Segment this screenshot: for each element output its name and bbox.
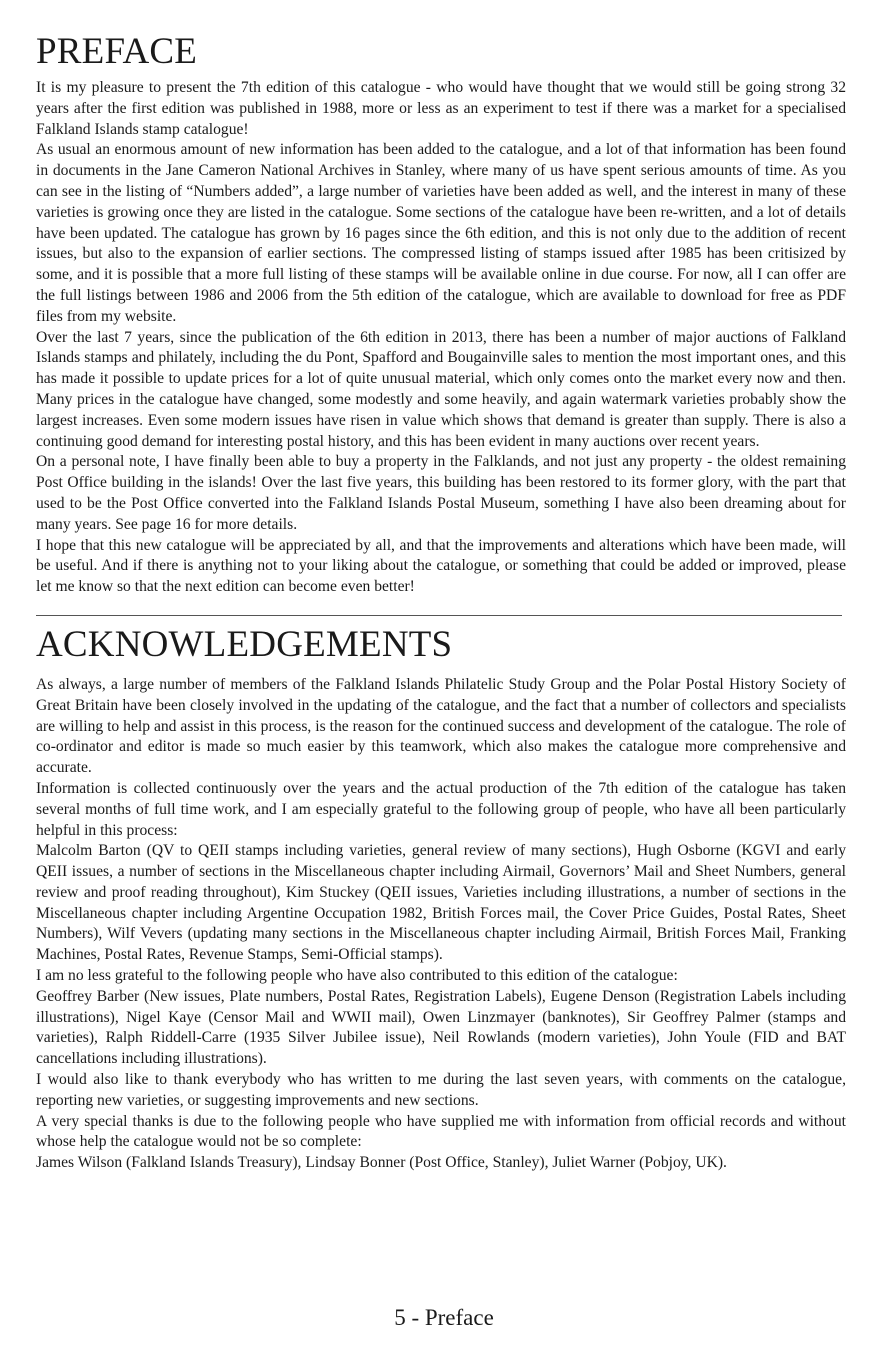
acknowledgements-paragraph: I would also like to thank everybody who has written to me during the last seven years, with comments on the catalogue, reporting new varieties, or suggesting improvements and new sections.: [36, 1071, 846, 1109]
acknowledgements-paragraph: Geoffrey Barber (New issues, Plate numbers, Postal Rates, Registration Labels), Eugene Denson (Registration Labels including illustrations), Nigel Kaye (Censor Mail and WWII mail), Owen Linzmayer (banknotes), Sir Geoffrey Palmer (stamps and varieties), Ralph Riddell-Carre (1935 Silver Jubilee issue), Neil Rowlands (modern varieties), John Youle (FID and BAT cancellations including illustrations).: [36, 987, 846, 1068]
preface-paragraph: As usual an enormous amount of new information has been added to the catalogue, and a lot of that information has been found in documents in the Jane Cameron National Archives in Stanley, where many of us have spent serious amounts of time. As you can see in the listing of “Numbers added”, a large number of varieties have been added as well, and the interest in many of these varieties is growing once they are listed in the catalogue. Some sections of the catalogue have been re-written, and a lot of details have been updated. The catalogue has grown by 16 pages since the 6th edition, and this is not only due to the addition of recent issues, but also to the expansion of earlier sections. The compressed listing of stamps issued after 1985 has been critisized by some, and it is possible that a more full listing of these stamps will be available online in due course. For now, all I can offer are the full listings between 1986 and 2006 from the 5th edition of the catalogue, which are available to download for free as PDF files from my website.: [36, 141, 846, 325]
acknowledgements-heading: ACKNOWLEDGEMENTS: [36, 623, 453, 665]
acknowledgements-paragraph: A very special thanks is due to the following people who have supplied me with information from official records and without whose help the catalogue would not be so complete:: [36, 1112, 846, 1151]
document-page: [36, 30, 846, 1174]
acknowledgements-paragraph: Malcolm Barton (QV to QEII stamps including varieties, general review of many sections), Hugh Osborne (KGVI and early QEII issues, a number of sections in the Miscellaneous chapter including Airmail, Governors’ Mail and Sheet Numbers, general review and proof reading throughout), Kim Stuckey (QEII issues, Varieties including illustrations, a number of sections in the Miscellaneous chapter including Argentine Occupation 1982, British Forces mail, the Cover Price Guides, Postal Rates, Sheet Numbers), Wilf Vevers (updating many sections in the Miscellaneous chapter including Airmail, British Forces Mail, Franking Machines, Postal Rates, Revenue Stamps, Semi-Official stamps).: [36, 842, 846, 964]
preface-paragraph: Over the last 7 years, since the publication of the 6th edition in 2013, there has been a number of major auctions of Falkland Islands stamps and philately, including the du Pont, Spafford and Bougainville sales to mention the most important ones, and this has made it possible to update prices for a lot of quite unusual material, which only comes onto the market every now and then. Many prices in the catalogue have changed, some modestly and some heavily, and again watermark varieties probably show the largest increases. Even some modern issues have risen in value which shows that demand is greater than supply. There is also a continuing good demand for interesting postal history, and this has been evident in many auctions over recent years.: [36, 328, 846, 450]
preface-body: [36, 78, 846, 598]
section-divider: [36, 615, 842, 616]
acknowledgements-paragraph: I am no less grateful to the following people who have also contributed to this edition of the catalogue:: [36, 967, 678, 985]
acknowledgements-paragraph: As always, a large number of members of the Falkland Islands Philatelic Study Group and the Polar Postal History Society of Great Britain have been closely involved in the updating of the catalogue, and the fact that a number of collectors and specialists are willing to help and assist in this process, is the reason for the continued success and development of the catalogue. The role of co-ordinator and editor is made so much easier by this teamwork, which also makes the catalogue more comprehensive and accurate.: [36, 675, 846, 777]
acknowledgements-paragraph: Information is collected continuously over the years and the actual production of the 7th edition of the catalogue has taken several months of full time work, and I am especially grateful to the following group of people, who have all been particularly helpful in this process:: [36, 779, 846, 839]
preface-paragraph: It is my pleasure to present the 7th edition of this catalogue - who would have thought that we would still be going strong 32 years after the first edition was published in 1988, more or less as an experiment to test if there was a market for a specialised Falkland Islands stamp catalogue!: [36, 79, 846, 138]
acknowledgements-paragraph: James Wilson (Falkland Islands Treasury), Lindsay Bonner (Post Office, Stanley), Juliet Warner (Pobjoy, UK).: [36, 1154, 727, 1172]
preface-heading: PREFACE: [36, 31, 198, 72]
acknowledgements-body: [36, 675, 846, 1174]
page-footer: 5 - Preface: [394, 1305, 494, 1330]
preface-paragraph: On a personal note, I have finally been able to buy a property in the Falklands, and not just any property - the oldest remaining Post Office building in the islands! Over the last five years, this building has been restored to its former glory, with the part that used to be the Post Office converted into the Falkland Islands Postal Museum, something I have also been dreaming about for many years. See page 16 for more details.: [36, 453, 846, 533]
preface-paragraph: I hope that this new catalogue will be appreciated by all, and that the improvements and alterations which have been made, will be useful. And if there is anything not to your liking about the catalogue, or something that could be added or improved, please let me know so that the next edition can become even better!: [36, 536, 846, 596]
